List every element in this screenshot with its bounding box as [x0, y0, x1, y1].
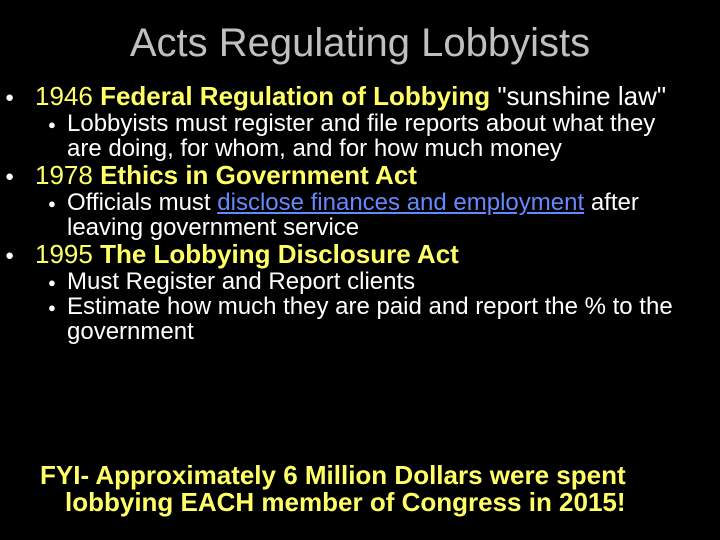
- act-name: Federal Regulation of Lobbying: [100, 81, 491, 111]
- sub-bullet-text: after leaving government service: [67, 189, 639, 241]
- bullet-dot-icon: ●: [48, 196, 56, 211]
- bullet-dot-icon: ●: [48, 275, 56, 290]
- sub-bullet-text: Estimate how much they are paid and report the % to the government: [67, 293, 673, 345]
- sub-bullet-text: Lobbyists must register and file reports about what they are doing, for whom, and for how much money: [67, 110, 656, 162]
- sub-bullet-text: Officials must: [67, 189, 211, 216]
- sub-bullet: [0, 190, 720, 240]
- slide-title: Acts Regulating Lobbyists: [129, 21, 591, 65]
- bullet-dot-icon: ●: [5, 168, 15, 185]
- act-year: 1946: [35, 81, 93, 111]
- bullet-dot-icon: ●: [5, 89, 15, 106]
- bullet-dot-icon: ●: [48, 117, 56, 132]
- bullet-dot-icon: ●: [5, 247, 15, 264]
- sub-bullet-text: Must Register and Report clients: [67, 268, 416, 295]
- act-name: The Lobbying Disclosure Act: [100, 239, 459, 269]
- act-name: Ethics in Government Act: [100, 160, 417, 190]
- sub-bullet: [0, 269, 720, 294]
- sub-bullet: [0, 294, 720, 344]
- act-year: 1978: [35, 160, 93, 190]
- act-note: "sunshine law": [497, 81, 667, 111]
- bullet-dot-icon: ●: [48, 300, 56, 315]
- act-year: 1995: [35, 239, 93, 269]
- fyi-line: lobbying EACH member of Congress in 2015!: [65, 487, 626, 517]
- sub-bullet: [0, 111, 720, 161]
- fyi-line: FYI- Approximately 6 Million Dollars were spent: [40, 460, 626, 490]
- disclose-link[interactable]: disclose finances and employment: [217, 189, 585, 216]
- bullet-list: [0, 82, 720, 344]
- fyi-note: [40, 462, 700, 516]
- bullet-1995: [0, 240, 720, 269]
- bullet-1978: [0, 161, 720, 190]
- bullet-1946: [0, 82, 720, 111]
